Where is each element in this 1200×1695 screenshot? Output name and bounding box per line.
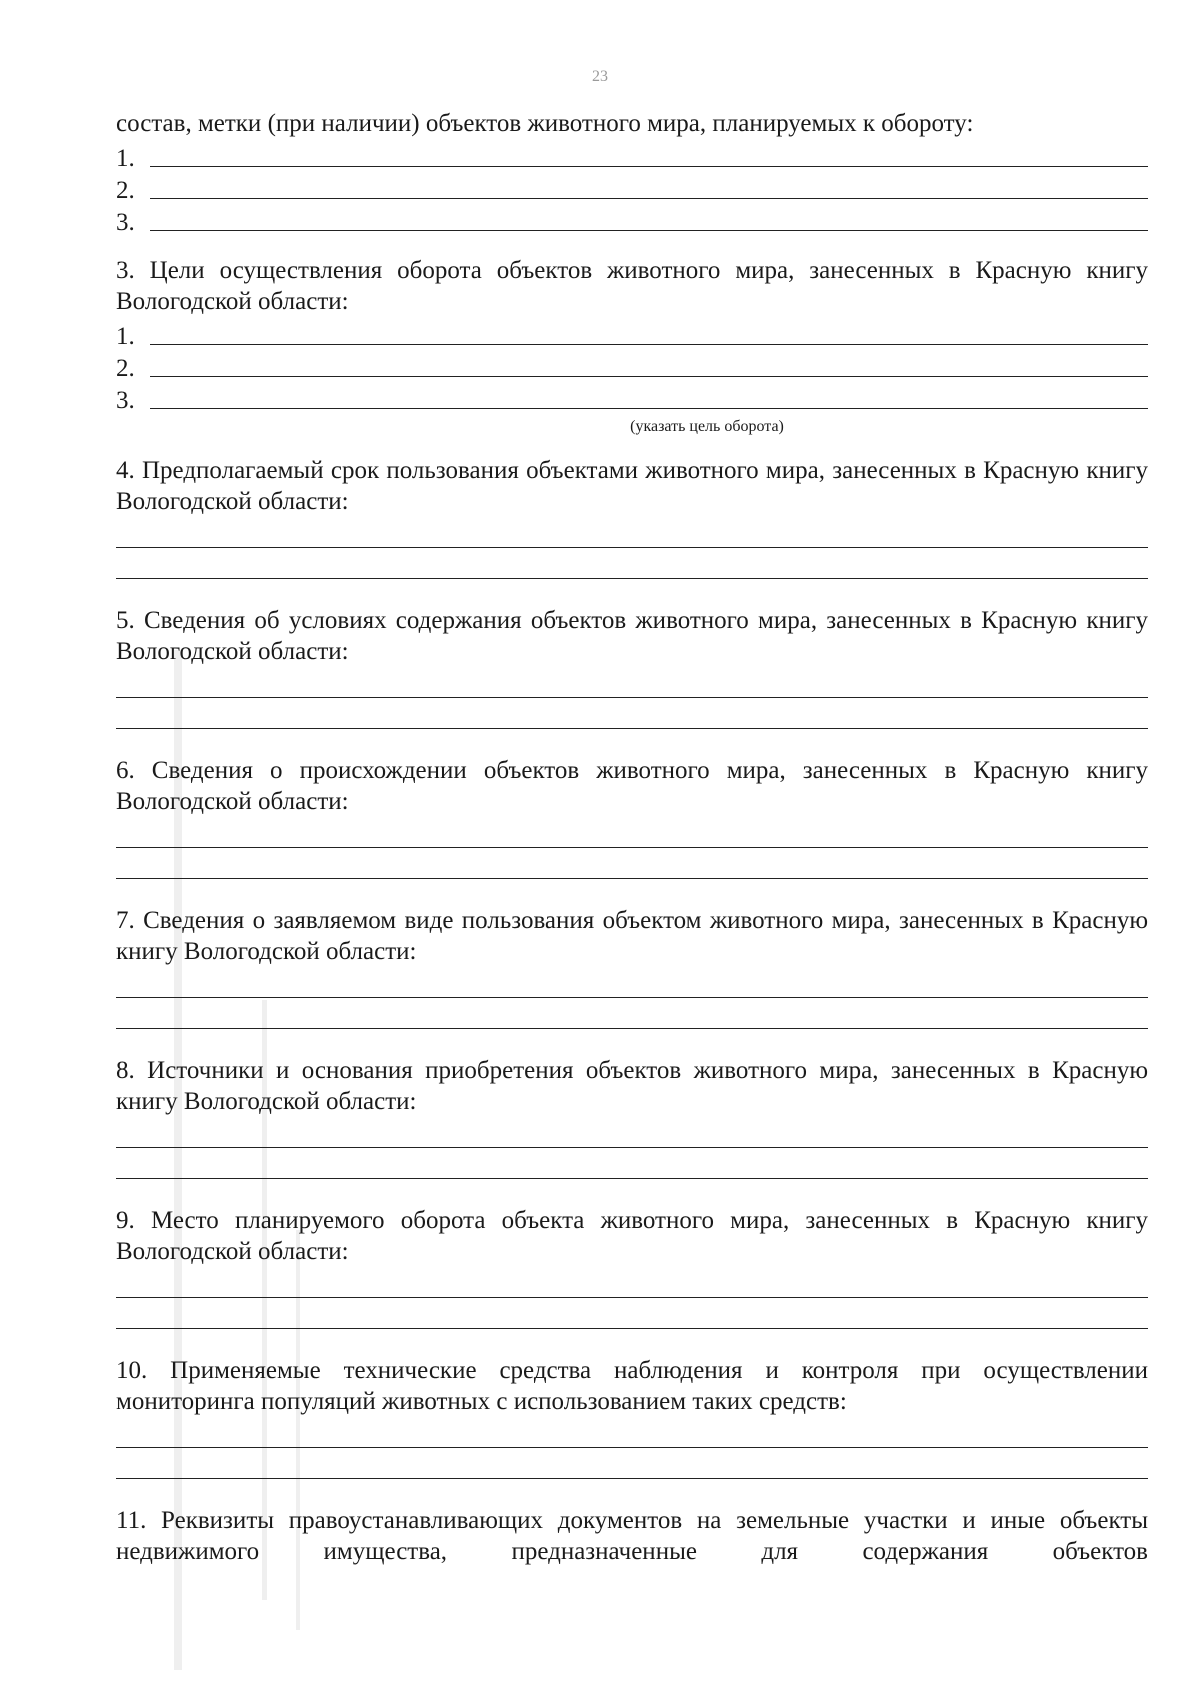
fill-in-line[interactable]	[150, 366, 1148, 377]
fill-in-line[interactable]	[150, 156, 1148, 167]
intro-lines	[116, 141, 1148, 237]
section-11-text: 11. Реквизиты правоустанавливающих документов на земельные участки и иные объекты недвижимого имущества, предназначенные для содержания объектов	[116, 1507, 1148, 1565]
line-number: 3.	[116, 387, 135, 414]
section-10-fill-line-2[interactable]	[116, 1448, 1148, 1479]
section-8-fill-line-1[interactable]	[116, 1117, 1148, 1148]
section-10-text: 10. Применяемые технические средства наблюдения и контроля при осуществлении мониторинга популяций животных с использованием таких средств:	[116, 1357, 1148, 1415]
section-5-fill-line-1[interactable]	[116, 667, 1148, 698]
line-number: 2.	[116, 177, 135, 204]
section-10-fill-line-1[interactable]	[116, 1417, 1148, 1448]
section-3-line-3[interactable]	[116, 383, 1148, 415]
section-9-fill-line-1[interactable]	[116, 1267, 1148, 1298]
section-9-text: 9. Место планируемого оборота объекта животного мира, занесенных в Красную книгу Вологодской области:	[116, 1207, 1148, 1265]
section-5-text: 5. Сведения об условиях содержания объектов животного мира, занесенных в Красную книгу Вологодской области:	[116, 607, 1148, 665]
section-6-text: 6. Сведения о происхождении объектов животного мира, занесенных в Красную книгу Вологодской области:	[116, 757, 1148, 815]
line-number: 2.	[116, 355, 135, 382]
form-content	[116, 108, 1148, 1567]
intro-text: состав, метки (при наличии) объектов животного мира, планируемых к обороту:	[116, 110, 974, 137]
line-number: 3.	[116, 209, 135, 236]
fill-in-line[interactable]	[150, 334, 1148, 345]
page-number: 23	[592, 68, 608, 85]
intro-line-3[interactable]	[116, 205, 1148, 237]
line-number: 1.	[116, 323, 135, 350]
section-9-fill-line-2[interactable]	[116, 1298, 1148, 1329]
section-4-text: 4. Предполагаемый срок пользования объектами животного мира, занесенных в Красную книгу Вологодской области:	[116, 457, 1148, 515]
fill-in-line[interactable]	[150, 220, 1148, 231]
section-3-caption: (указать цель оборота)	[630, 418, 784, 435]
section-5-fill-line-2[interactable]	[116, 698, 1148, 729]
section-4-fill-line-1[interactable]	[116, 517, 1148, 548]
section-3-text: 3. Цели осуществления оборота объектов животного мира, занесенных в Красную книгу Вологодской области:	[116, 257, 1148, 315]
intro-line-2[interactable]	[116, 173, 1148, 205]
section-6-fill-line-2[interactable]	[116, 848, 1148, 879]
section-8-text: 8. Источники и основания приобретения объектов животного мира, занесенных в Красную книгу Вологодской области:	[116, 1057, 1148, 1115]
section-3-line-2[interactable]	[116, 351, 1148, 383]
section-4-fill-line-2[interactable]	[116, 548, 1148, 579]
fill-in-line[interactable]	[150, 188, 1148, 199]
section-7-fill-line-2[interactable]	[116, 998, 1148, 1029]
section-3-line-1[interactable]	[116, 319, 1148, 351]
section-7-text: 7. Сведения о заявляемом виде пользования объектом животного мира, занесенных в Красную книгу Вологодской области:	[116, 907, 1148, 965]
section-8-fill-line-2[interactable]	[116, 1148, 1148, 1179]
section-6-fill-line-1[interactable]	[116, 817, 1148, 848]
section-7-fill-line-1[interactable]	[116, 967, 1148, 998]
fill-in-line[interactable]	[150, 398, 1148, 409]
intro-line-1[interactable]	[116, 141, 1148, 173]
section-3-lines	[116, 319, 1148, 415]
line-number: 1.	[116, 145, 135, 172]
